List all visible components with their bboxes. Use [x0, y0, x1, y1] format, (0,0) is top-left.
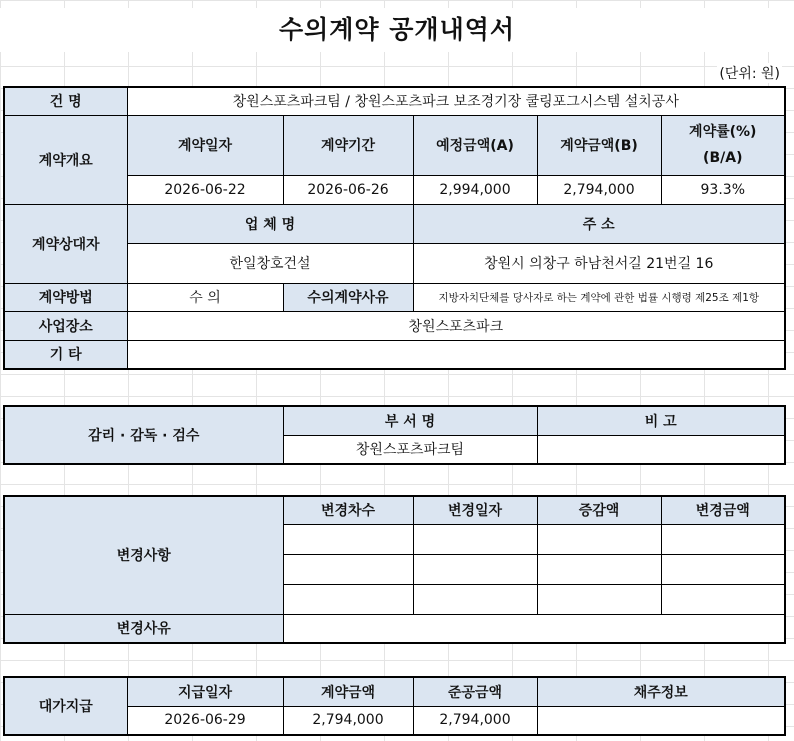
- table-cell: [283, 524, 413, 554]
- etc-label: 기 타: [4, 340, 127, 369]
- payment-table: [3, 676, 786, 736]
- table-cell: [283, 584, 413, 614]
- table-cell: [283, 554, 413, 584]
- change-reason-value: [283, 614, 785, 643]
- table-cell: [537, 554, 661, 584]
- payment-contract-amount-header: 계약금액: [283, 677, 413, 706]
- contract-period-value: 2026-06-26: [283, 175, 413, 204]
- contract-date-header: 계약일자: [127, 115, 283, 175]
- contract-rate-header: [661, 115, 785, 175]
- payment-label: 대가지급: [4, 677, 127, 735]
- contract-rate-header-line2: (B/A): [703, 150, 743, 166]
- address-header: 주 소: [413, 204, 785, 243]
- table-cell: [661, 524, 785, 554]
- contract-rate-value: 93.3%: [661, 175, 785, 204]
- change-delta-header: 증감액: [537, 496, 661, 524]
- project-name-label: 건 명: [4, 87, 127, 115]
- address-value: 창원시 의창구 하남천서길 21번길 16: [413, 243, 785, 283]
- company-name-header: 업 체 명: [127, 204, 413, 243]
- project-name-value: 창원스포츠파크팀 / 창원스포츠파크 보조경기장 쿨링포그시스템 설치공사: [127, 87, 785, 115]
- supervision-note-header: 비 고: [537, 406, 785, 435]
- change-date-header: 변경일자: [413, 496, 537, 524]
- page-title: 수의계약 공개내역서: [0, 8, 794, 52]
- payment-contract-amount-value: 2,794,000: [283, 706, 413, 735]
- payment-date-value: 2026-06-29: [127, 706, 283, 735]
- department-header: 부 서 명: [283, 406, 537, 435]
- table-cell: [537, 584, 661, 614]
- table-cell: [661, 584, 785, 614]
- department-value: 창원스포츠파크팀: [283, 435, 537, 464]
- method-value: 수 의: [127, 283, 283, 311]
- contract-amount-value: 2,794,000: [537, 175, 661, 204]
- creditor-info-header: 채주정보: [537, 677, 785, 706]
- supervision-note-value: [537, 435, 785, 464]
- method-label: 계약방법: [4, 283, 127, 311]
- change-reason-label: 변경사유: [4, 614, 283, 643]
- table-cell: [413, 524, 537, 554]
- table-cell: [413, 584, 537, 614]
- supervision-label: 감리 · 감독 · 검수: [4, 406, 283, 464]
- completion-amount-value: 2,794,000: [413, 706, 537, 735]
- changes-label: 변경사항: [4, 496, 283, 614]
- site-label: 사업장소: [4, 311, 127, 340]
- estimated-amount-value: 2,994,000: [413, 175, 537, 204]
- completion-amount-header: 준공금액: [413, 677, 537, 706]
- contract-amount-header: 계약금액(B): [537, 115, 661, 175]
- creditor-info-value: [537, 706, 785, 735]
- payment-date-header: 지급일자: [127, 677, 283, 706]
- estimated-amount-header: 예정금액(A): [413, 115, 537, 175]
- company-name-value: 한일창호건설: [127, 243, 413, 283]
- reason-label: 수의계약사유: [283, 283, 413, 311]
- overview-label: 계약개요: [4, 115, 127, 204]
- contract-main-table: [3, 86, 786, 370]
- table-cell: [413, 554, 537, 584]
- change-amount-header: 변경금액: [661, 496, 785, 524]
- change-number-header: 변경차수: [283, 496, 413, 524]
- reason-value: 지방자치단체를 당사자로 하는 계약에 관한 법률 시행령 제25조 제1항: [413, 283, 785, 311]
- table-cell: [537, 524, 661, 554]
- contract-period-header: 계약기간: [283, 115, 413, 175]
- table-cell: [661, 554, 785, 584]
- counterparty-label: 계약상대자: [4, 204, 127, 283]
- supervision-table: [3, 405, 786, 465]
- site-value: 창원스포츠파크: [127, 311, 785, 340]
- unit-note: (단위: 원): [717, 63, 782, 83]
- changes-table: [3, 495, 786, 644]
- contract-rate-header-line1: 계약률(%): [689, 124, 757, 140]
- etc-value: [127, 340, 785, 369]
- contract-date-value: 2026-06-22: [127, 175, 283, 204]
